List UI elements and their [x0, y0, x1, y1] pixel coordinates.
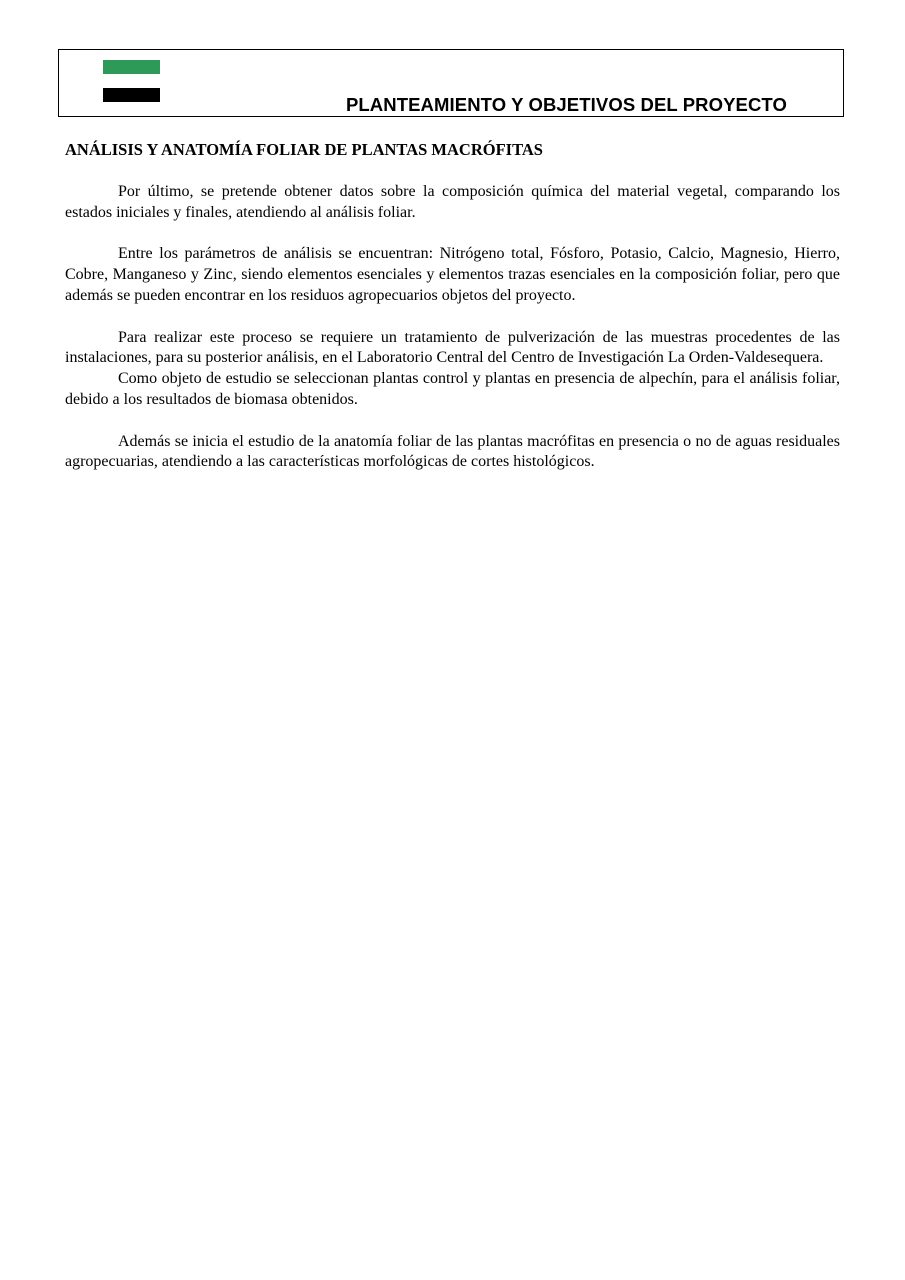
document-body: [65, 139, 840, 473]
page-header-title: PLANTEAMIENTO Y OBJETIVOS DEL PROYECTO: [345, 94, 787, 115]
flag-black-stripe: [103, 88, 160, 102]
paragraph-study-object: Como objeto de estudio se seleccionan plantas control y plantas en presencia de alpechín, para el análisis foliar, debido a los resultados de biomasa obtenidos.: [65, 370, 840, 408]
paragraph-anatomy: Además se inicia el estudio de la anatomía foliar de las plantas macrófitas en presencia o no de aguas residuales agropecuarias, atendiendo a las características morfológicas de cortes histológicos.: [65, 432, 840, 471]
paragraph-parameters: Entre los parámetros de análisis se encuentran: Nitrógeno total, Fósforo, Potasio, Calcio, Magnesio, Hierro, Cobre, Manganeso y Zinc, siendo elementos esenciales y elementos trazas esenciales en la composición foliar, pero que además se pueden encontrar en los residuos agropecuarios objetos del proyecto.: [65, 245, 840, 304]
flag-green-stripe: [103, 60, 160, 74]
flag-white-stripe: [103, 74, 160, 88]
paragraph-intro: Por último, se pretende obtener datos sobre la composición química del material vegetal, comparando los estados iniciales y finales, atendiendo al análisis foliar.: [65, 183, 840, 221]
extremadura-flag-logo: [103, 60, 160, 104]
paragraph-process: Para realizar este proceso se requiere un tratamiento de pulverización de las muestras procedentes de las instalaciones, para su posterior análisis, en el Laboratorio Central del Centro de Investigación La Orden-Valdesequera.: [65, 328, 840, 367]
section-heading: ANÁLISIS Y ANATOMÍA FOLIAR DE PLANTAS MACRÓFITAS: [65, 140, 543, 159]
page-header: [58, 49, 844, 117]
